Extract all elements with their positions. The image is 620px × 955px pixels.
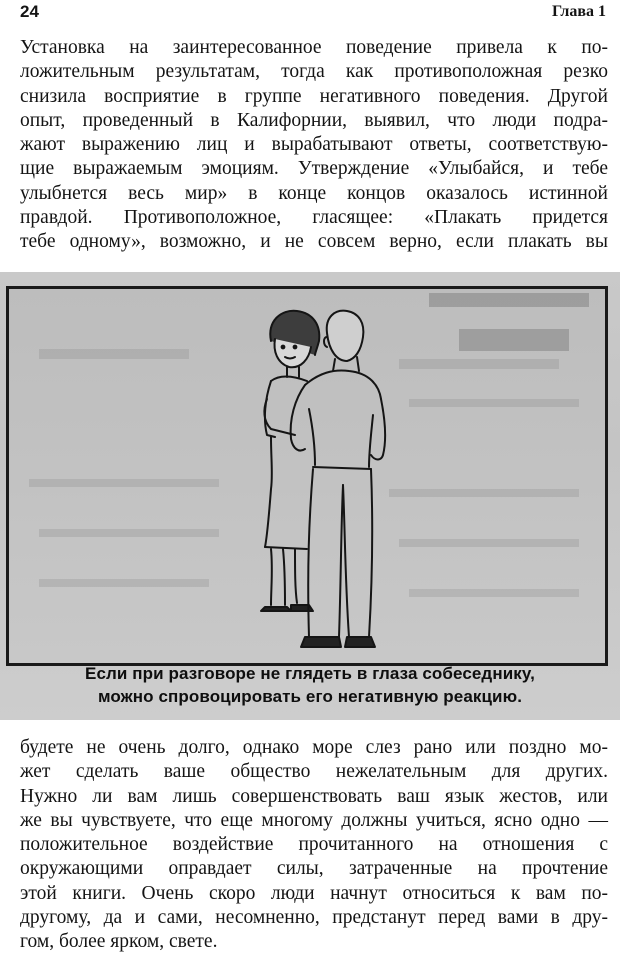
text-line: окружающими оправдает силы, затраченные на прочтение [20, 858, 608, 880]
paragraph-top [20, 36, 608, 255]
page-number: 24 [20, 2, 39, 21]
text-line: Нужно ли вам лишь совершенствовать ваш язык жестов, или [20, 785, 608, 807]
illustration-frame [6, 286, 608, 666]
text-line: будете не очень долго, однако море слез рано или поздно мо- [20, 737, 608, 758]
text-line: же вы чувствуете, что еще многому должны учиться, ясно одно — [20, 809, 608, 831]
text-line: правдой. Противоположное, гласящее: «Плакать придется [20, 207, 608, 229]
text-line: улыбнется весь мир» в конце концов оказалось истинной [20, 182, 608, 204]
paragraph-bottom [20, 736, 608, 955]
bleed-through-heading [429, 293, 589, 351]
text-line: ложительным результатам, тогда как противоположная резко [20, 61, 608, 83]
text-line: другому, да и сами, несомненно, предстанут перед вами в дру- [20, 907, 608, 929]
page-header [20, 2, 606, 24]
text-line: тебе одному», возможно, и не совсем верно, если плакать вы [20, 231, 608, 253]
text-line: жают выражению лиц и вырабатывают ответы, соответствую- [20, 134, 608, 156]
two-people-illustration [9, 289, 605, 663]
text-line: гом, более ярком, свете. [20, 931, 218, 953]
woman-figure [261, 311, 319, 611]
text-line: жет сделать ваше общество нежелательным для других. [20, 761, 608, 783]
figure-caption-line-2: можно спровоцировать его негативную реакцию. [97, 687, 523, 706]
illustration-figure [0, 272, 620, 720]
chapter-label: Глава 1 [552, 3, 606, 20]
text-line: Установка на заинтересованное поведение привела к по- [20, 37, 608, 58]
figure-caption-line-1: Если при разговоре не глядеть в глаза собеседнику, [85, 664, 535, 683]
text-line: положительное воздействие прочитанного на отношения с [20, 834, 608, 856]
text-line: этой книги. Очень скоро люди начнут относиться к вам по- [20, 882, 608, 904]
text-line: снизила восприятие в группе негативного поведения. Другой [20, 85, 608, 107]
text-line: щие выражаемым эмоциям. Утверждение «Улыбайся, и тебе [20, 158, 608, 180]
text-line: опыт, проведенный в Калифорнии, выявил, что люди подра- [20, 109, 608, 131]
